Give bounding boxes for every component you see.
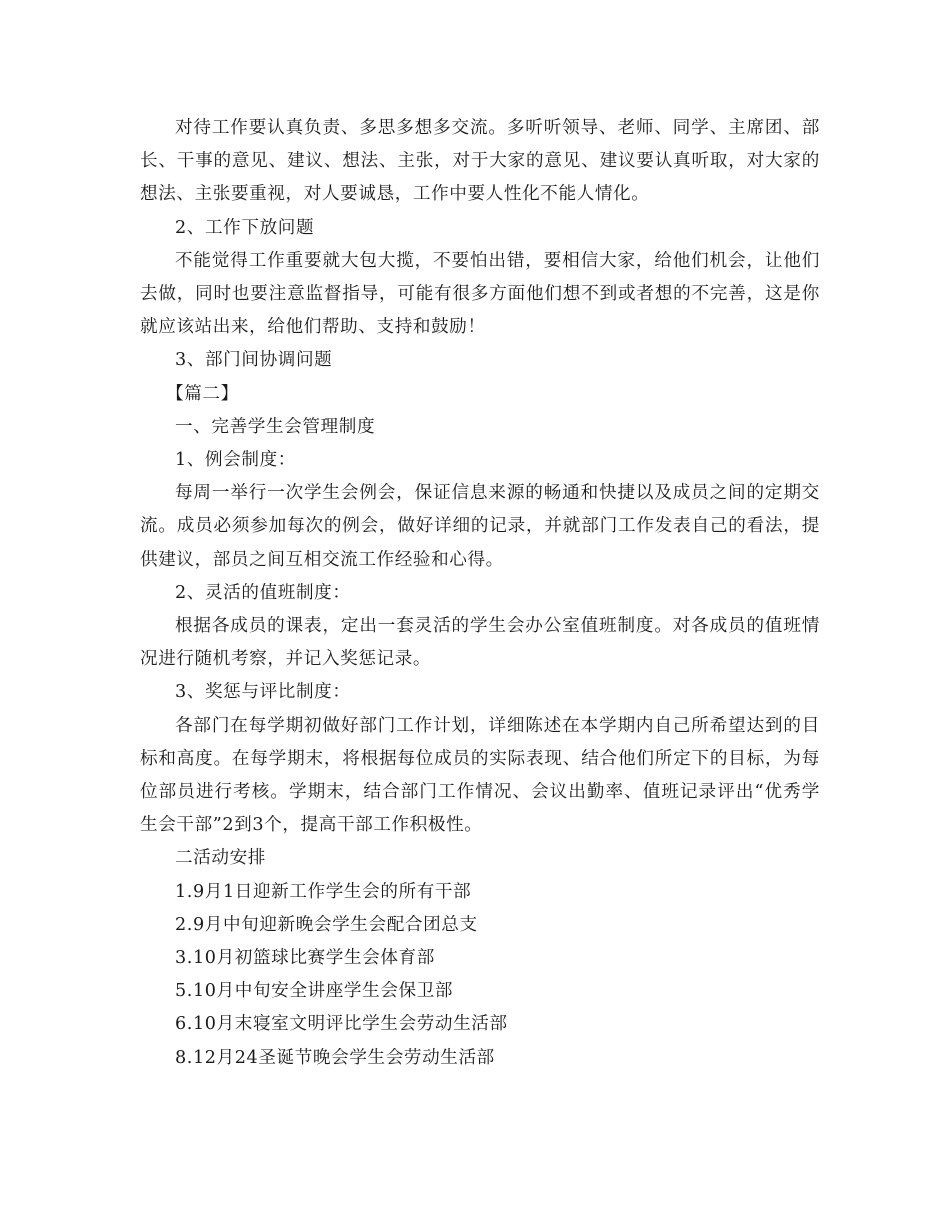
heading-management-system: 一、完善学生会管理制度 — [175, 416, 376, 437]
list-item: 2.9月中旬迎新晚会学生会配合团总支 — [175, 914, 478, 935]
paragraph-work-attitude: 对待工作要认真负责、多思多想多交流。多听听领导、老师、同学、主席团、部长、干事的意见、建议、想法、主张，对于大家的意见、建议要认真听取，对大家的想法、主张要重视，对人要诚恳，工作中要人性化不能人情化。 — [140, 118, 820, 205]
list-item: 3.10月初篮球比赛学生会体育部 — [175, 948, 435, 969]
paragraph-regular-meeting: 每周一举行一次学生会例会，保证信息来源的畅通和快捷以及成员之间的定期交流。成员必须参加每次的例会，做好详细的记录，并就部门工作发表自己的看法，提供建议，部员之间互相交流工作经验和心得。 — [140, 483, 820, 570]
heading-work-delegation: 2、工作下放问题 — [175, 217, 315, 238]
paragraph-work-delegation: 不能觉得工作重要就大包大揽，不要怕出错，要相信大家，给他们机会，让他们去做，同时也要注意监督指导，可能有很多方面他们想不到或者想的不完善，这是你就应该站出来，给他们帮助、支持和鼓励！ — [140, 250, 820, 338]
heading-regular-meeting: 1、例会制度： — [175, 450, 296, 471]
list-item: 1.9月1日迎新工作学生会的所有干部 — [175, 881, 472, 902]
heading-activity-schedule: 二活动安排 — [175, 848, 266, 869]
section-title-part-two: 【篇二】 — [166, 383, 239, 404]
paragraph-reward-evaluation: 各部门在每学期初做好部门工作计划，详细陈述在本学期内自己所希望达到的目标和高度。在每学期末，将根据每位成员的实际表现、结合他们所定下的目标，为每位部员进行考核。学期末，结合部门工作情况、会议出勤率、值班记录评出“优秀学生会干部”2到3个，提高干部工作积极性。 — [140, 715, 820, 836]
paragraph-duty-system: 根据各成员的课表，定出一套灵活的学生会办公室值班制度。对各成员的值班情况进行随机考察，并记入奖惩记录。 — [140, 616, 820, 670]
heading-duty-system: 2、灵活的值班制度： — [175, 582, 351, 603]
heading-department-coordination: 3、部门间协调问题 — [175, 350, 333, 371]
list-item: 8.12月24圣诞节晚会学生会劳动生活部 — [175, 1047, 495, 1068]
heading-reward-evaluation: 3、奖惩与评比制度： — [175, 682, 351, 703]
list-item: 5.10月中旬安全讲座学生会保卫部 — [175, 981, 454, 1002]
list-item: 6.10月末寝室文明评比学生会劳动生活部 — [175, 1014, 508, 1035]
document-body — [140, 112, 820, 1075]
